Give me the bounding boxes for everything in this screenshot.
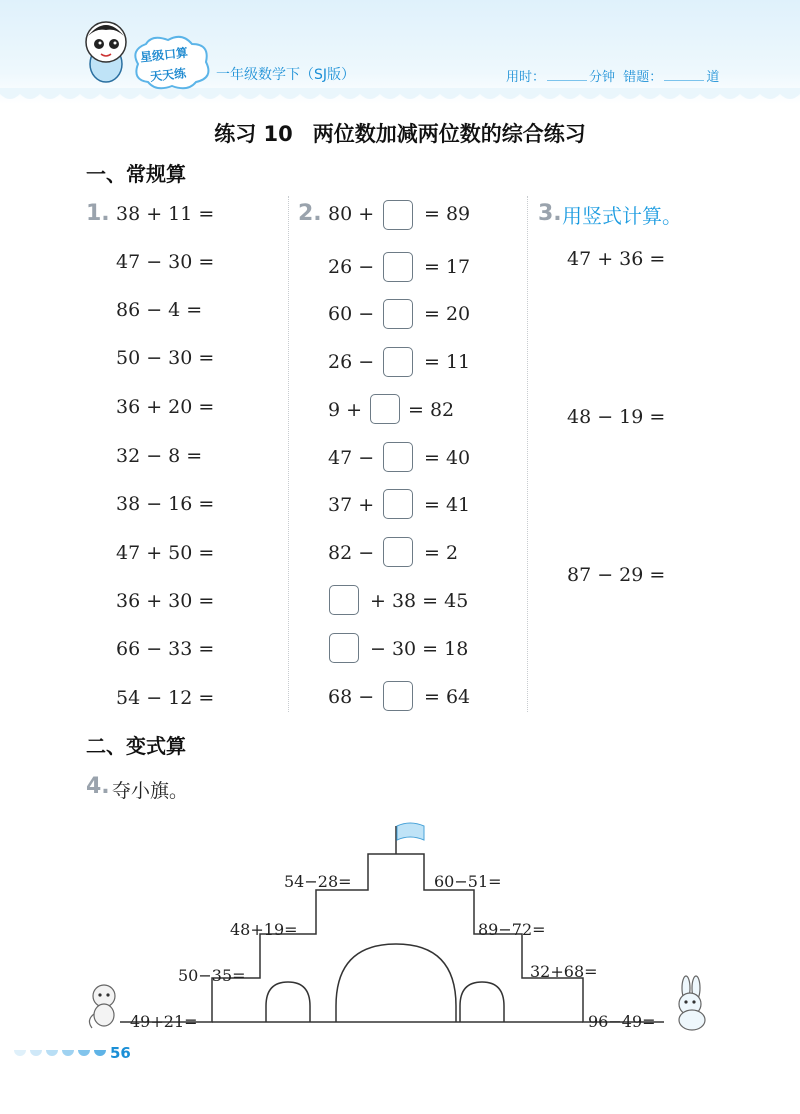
q2-right: = 17 (424, 256, 471, 278)
answer-box[interactable] (329, 633, 359, 663)
exercise-topic: 两位数加减两位数的综合练习 (312, 122, 586, 146)
column-divider (288, 196, 289, 712)
question-4-instruction: 夺小旗。 (112, 780, 189, 802)
question-2-number: 2. (298, 201, 322, 226)
q1-item: 86 − 4 = (116, 299, 203, 321)
brand-badge-line1: 星级口算 (139, 45, 189, 65)
q3-item: 48 − 19 = (567, 406, 666, 428)
castle-step-left: 50−35= (178, 966, 246, 985)
answer-box[interactable] (383, 442, 413, 472)
castle-step-left: 49+21= (130, 1012, 198, 1031)
time-label: 用时： (506, 70, 546, 85)
q2-right: = 2 (424, 542, 459, 564)
answer-box[interactable] (329, 585, 359, 615)
q2-left: 26 − (328, 351, 375, 373)
q1-item: 36 + 30 = (116, 590, 215, 612)
column-divider (527, 196, 528, 712)
question-1-number: 1. (86, 201, 110, 226)
q1-item: 38 − 16 = (116, 493, 215, 515)
errors-blank[interactable] (664, 68, 704, 81)
q2-right: = 82 (408, 399, 455, 421)
header-scallop-border (0, 88, 800, 110)
answer-box[interactable] (383, 252, 413, 282)
book-title: 一年级数学下（SJ版） (216, 67, 356, 83)
q2-left: 82 − (328, 542, 375, 564)
items-label: 道 (706, 70, 720, 85)
answer-box[interactable] (383, 200, 413, 230)
q1-item: 38 + 11 = (116, 203, 215, 225)
q2-right: = 20 (424, 303, 471, 325)
q2-right: = 89 (424, 203, 471, 225)
q1-item: 47 + 50 = (116, 542, 215, 564)
castle-step-right: 60−51= (434, 872, 502, 891)
q2-left: 37 + (328, 494, 375, 516)
q2-right: + 38 = 45 (370, 590, 469, 612)
q1-item: 66 − 33 = (116, 638, 215, 660)
mascot-boy-icon (76, 16, 136, 86)
castle-step-right: 96−49= (588, 1012, 656, 1031)
q2-left: 26 − (328, 256, 375, 278)
q3-item: 87 − 29 = (567, 564, 666, 586)
q2-right: = 41 (424, 494, 471, 516)
q1-item: 36 + 20 = (116, 396, 215, 418)
page-number: 56 (110, 1044, 131, 1062)
q2-left: 60 − (328, 303, 375, 325)
castle-staircase-diagram (0, 810, 800, 1050)
header-stats (506, 66, 719, 85)
q1-item: 47 − 30 = (116, 251, 215, 273)
question-3-instruction: 用竖式计算。 (562, 204, 682, 228)
q2-left: 68 − (328, 686, 375, 708)
answer-box[interactable] (383, 537, 413, 567)
q3-item: 47 + 36 = (567, 248, 666, 270)
castle-step-right: 32+68= (530, 962, 598, 981)
q2-left: 80 + (328, 203, 375, 225)
q1-item: 50 − 30 = (116, 347, 215, 369)
q2-right: = 40 (424, 447, 471, 469)
castle-step-left: 54−28= (284, 872, 352, 891)
q2-right: = 11 (424, 351, 471, 373)
q2-right: = 64 (424, 686, 471, 708)
exercise-number: 练习 10 (214, 122, 293, 146)
castle-step-right: 89−72= (478, 920, 546, 939)
question-4-number: 4. (86, 774, 110, 799)
answer-box[interactable] (383, 681, 413, 711)
rabbit-icon (679, 976, 705, 1030)
question-3-number: 3. (538, 201, 562, 226)
brand-badge-line2: 天天练 (149, 66, 187, 84)
answer-box[interactable] (383, 299, 413, 329)
page-title (0, 118, 800, 148)
q2-right: − 30 = 18 (370, 638, 469, 660)
q1-item: 32 − 8 = (116, 445, 203, 467)
monkey-icon (89, 985, 115, 1028)
time-blank[interactable] (547, 68, 587, 81)
section-heading-2: 二、变式算 (86, 734, 186, 758)
answer-box[interactable] (383, 489, 413, 519)
answer-box[interactable] (370, 394, 400, 424)
errors-label: 错题： (623, 70, 663, 85)
answer-box[interactable] (383, 347, 413, 377)
q2-left: 47 − (328, 447, 375, 469)
q2-left: 9 + (328, 399, 363, 421)
q1-item: 54 − 12 = (116, 687, 215, 709)
footer-dots-decoration (14, 1046, 114, 1062)
castle-step-left: 48+19= (230, 920, 298, 939)
section-heading-1: 一、常规算 (86, 162, 186, 186)
minute-label: 分钟 (589, 70, 616, 85)
